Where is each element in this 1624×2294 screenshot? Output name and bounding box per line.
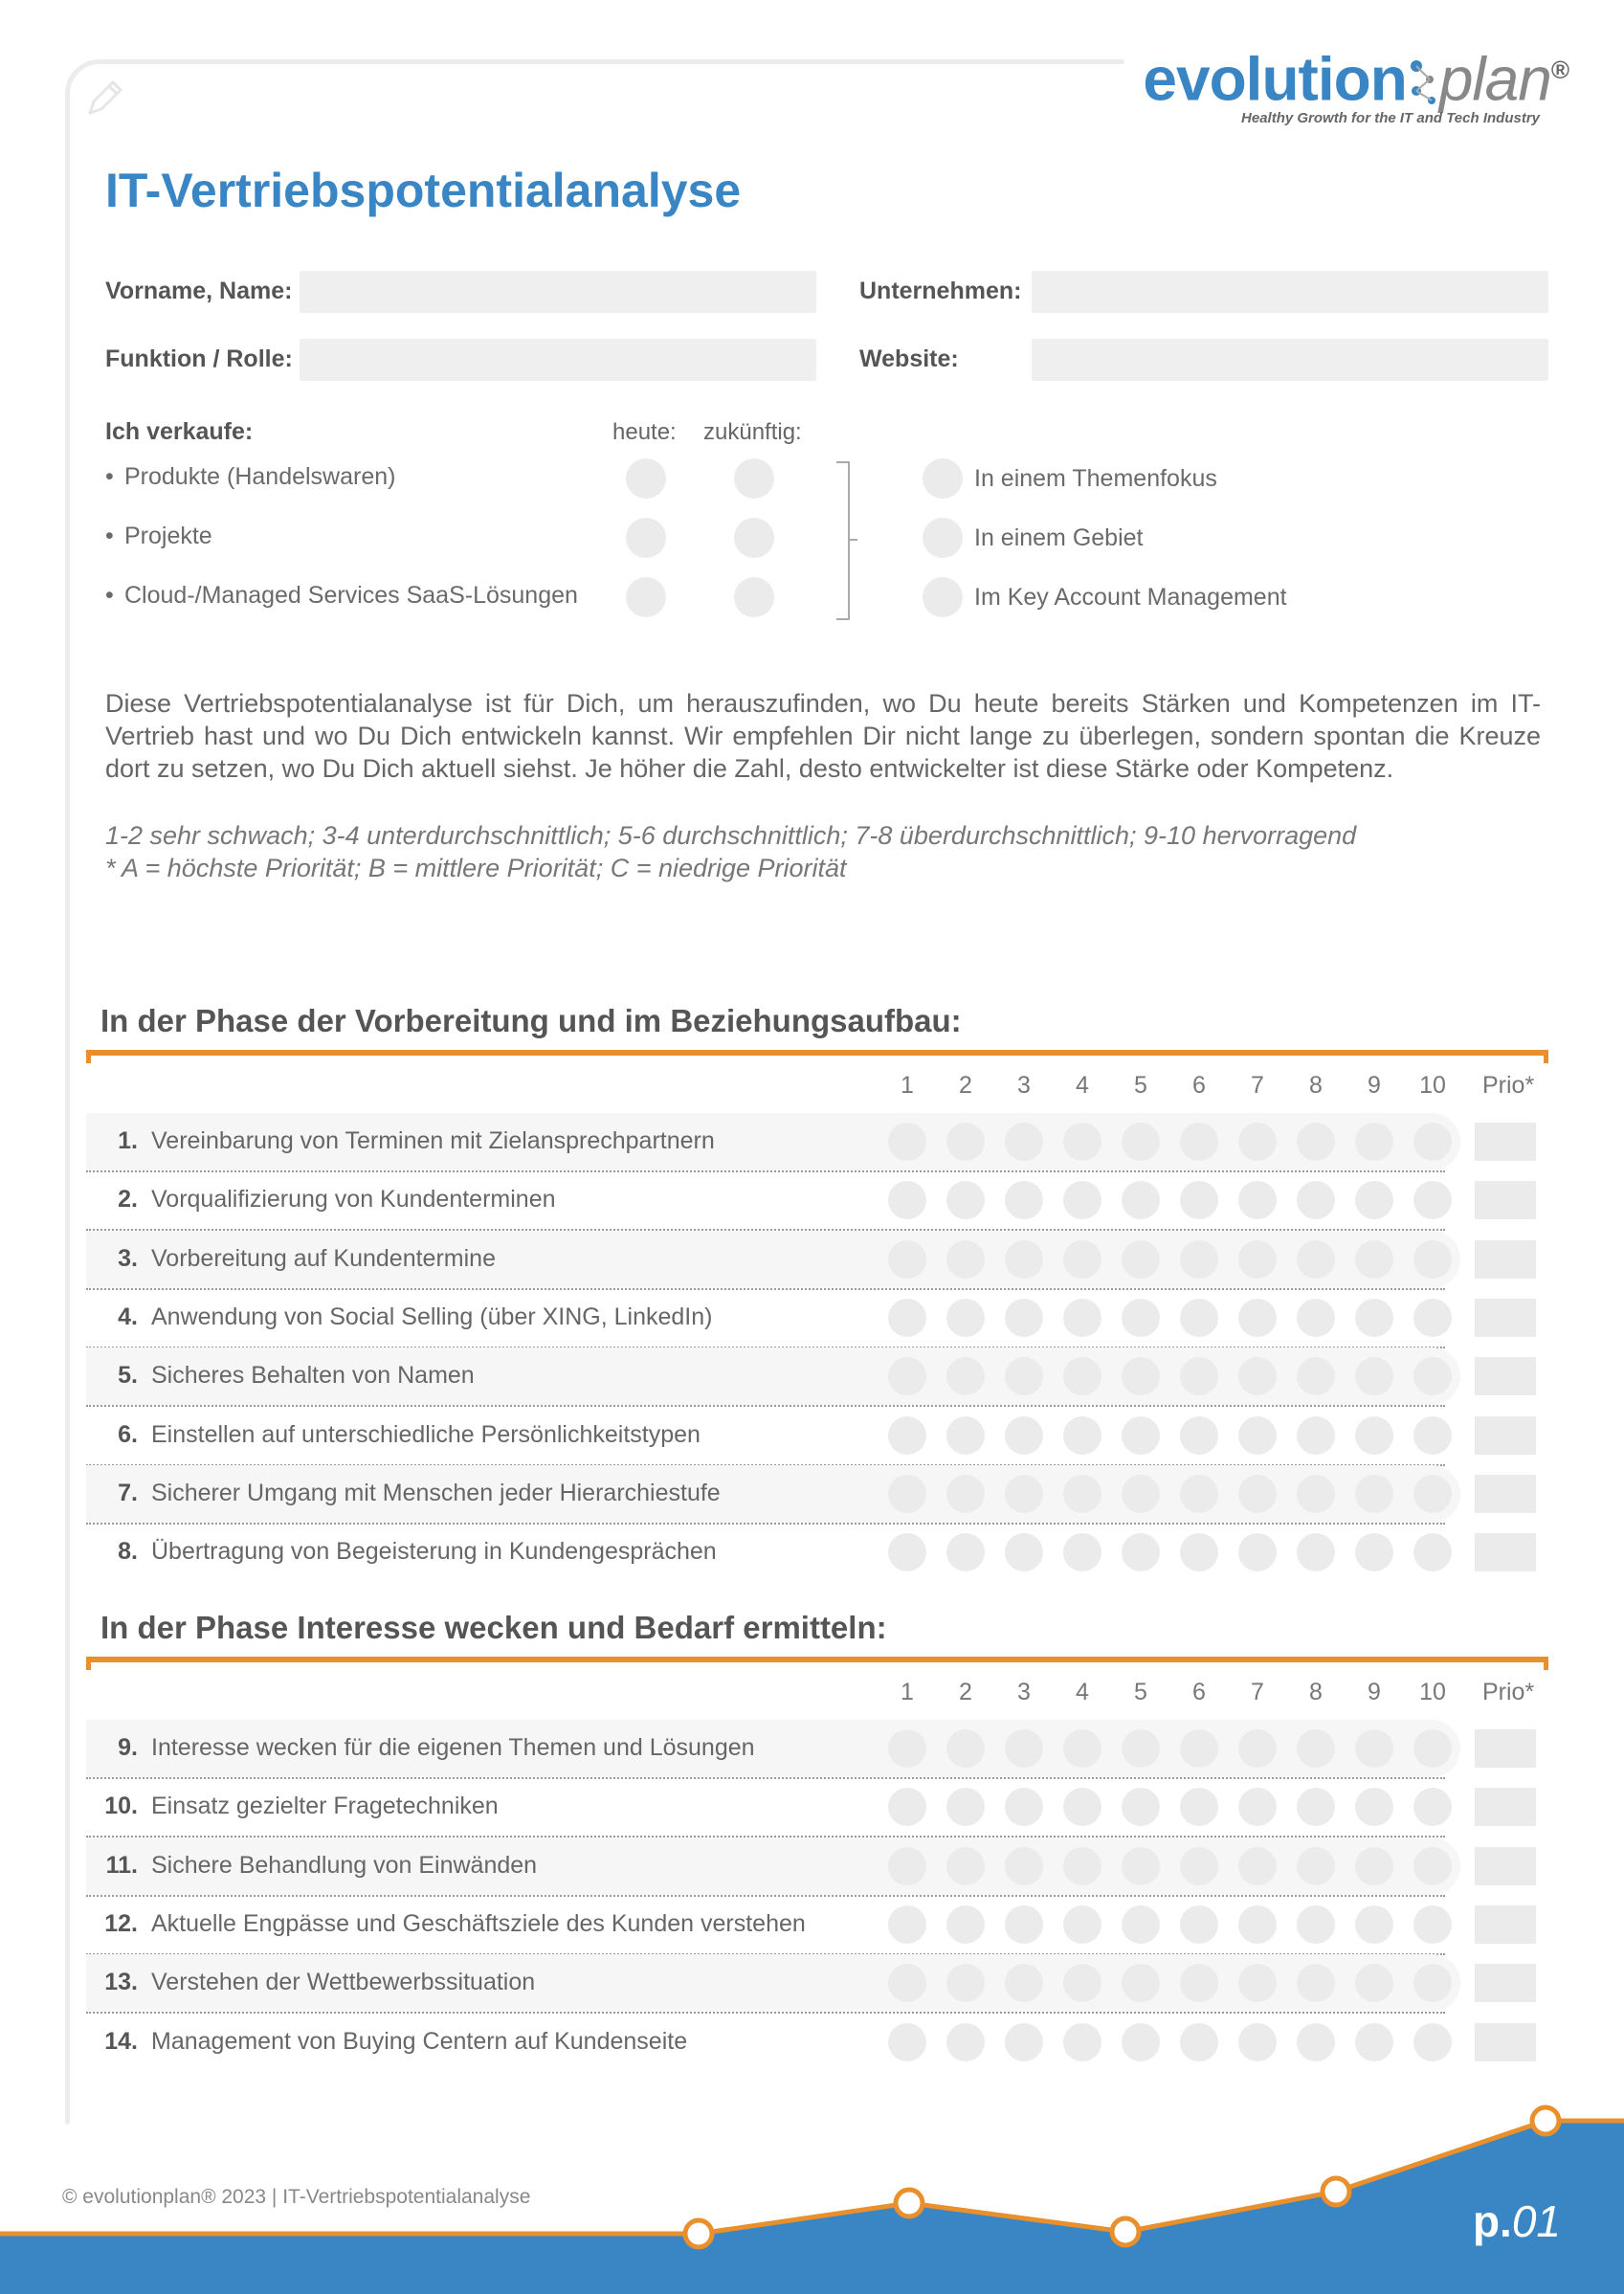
section-divider-tick (1544, 1050, 1548, 1063)
rating-radio-2[interactable] (946, 1240, 985, 1279)
rating-radio-10[interactable] (1413, 1788, 1452, 1826)
role-label: Funktion / Rolle: (105, 345, 293, 372)
table-row-label: Einstellen auf unterschiedliche Persönlichkeitstypen (151, 1420, 701, 1448)
rating-radio-6[interactable] (1180, 1729, 1218, 1768)
table-row-label: Verstehen der Wettbewerbssituation (151, 1969, 536, 1996)
rating-radio-5[interactable] (1122, 1905, 1160, 1944)
rating-radio-4[interactable] (1063, 1729, 1101, 1768)
table-row-number: 11. (105, 1851, 138, 1879)
rating-radio-6[interactable] (1180, 1905, 1218, 1944)
table-row-number: 4. (118, 1303, 138, 1330)
scale-header-4: 4 (1076, 1679, 1089, 1705)
scale-header-5: 5 (1134, 1072, 1147, 1099)
section-divider (86, 1657, 1548, 1662)
rating-radio-4[interactable] (1063, 1416, 1101, 1455)
rating-radio-4[interactable] (1063, 1847, 1101, 1885)
section-divider-tick (86, 1657, 91, 1670)
today-radio-cloud[interactable] (626, 577, 666, 617)
rating-radio-1[interactable] (888, 1847, 926, 1885)
rating-radio-2[interactable] (946, 1416, 985, 1455)
rating-radio-4[interactable] (1063, 1123, 1101, 1161)
table-row-label: Vorbereitung auf Kundentermine (151, 1244, 496, 1272)
rating-radio-2[interactable] (946, 1729, 985, 1768)
bullet-icon: • (105, 523, 114, 549)
rating-radio-5[interactable] (1122, 1847, 1160, 1885)
rating-radio-6[interactable] (1180, 1964, 1218, 2002)
rating-radio-10[interactable] (1413, 1905, 1452, 1944)
rating-radio-8[interactable] (1297, 1416, 1335, 1455)
scale-header-8: 8 (1309, 1679, 1323, 1705)
rating-radio-5[interactable] (1122, 1240, 1160, 1279)
scale-header-6: 6 (1192, 1679, 1206, 1705)
rating-radio-8[interactable] (1297, 1847, 1335, 1885)
table-row-label: Sicheres Behalten von Namen (151, 1362, 475, 1390)
scale-header-2: 2 (959, 1679, 972, 1705)
rating-radio-5[interactable] (1122, 1964, 1160, 2002)
table-row-label: Übertragung von Begeisterung in Kundengesprächen (151, 1538, 717, 1566)
rating-radio-9[interactable] (1355, 1240, 1393, 1279)
rating-radio-3[interactable] (1005, 2023, 1043, 2061)
row-separator (86, 1523, 1445, 1525)
website-label: Website: (859, 345, 959, 372)
rating-radio-8[interactable] (1297, 1729, 1335, 1768)
brand-logo (1143, 36, 1568, 126)
rating-radio-7[interactable] (1238, 1964, 1277, 2002)
option-radio-region[interactable] (923, 518, 963, 558)
future-radio-cloud[interactable] (734, 577, 774, 617)
rating-radio-3[interactable] (1005, 1181, 1043, 1219)
table-row-label: Management von Buying Centern auf Kundenseite (151, 2027, 688, 2055)
row-separator (86, 1405, 1445, 1407)
table-row-number: 1. (118, 1127, 138, 1154)
bullet-icon: • (105, 582, 114, 609)
rating-radio-2[interactable] (946, 1357, 985, 1395)
rating-radio-6[interactable] (1180, 1475, 1218, 1513)
prio-header: Prio* (1482, 1679, 1535, 1705)
rating-radio-2[interactable] (946, 1905, 985, 1944)
scale-legend: 1-2 sehr schwach; 3-4 unterdurchschnittlich; 5-6 durchschnittlich; 7-8 überdurchschnittlich; 9-10 hervorragend (105, 821, 1357, 850)
prio-input[interactable] (1475, 1181, 1536, 1219)
prio-header: Prio* (1482, 1072, 1535, 1099)
rating-radio-10[interactable] (1413, 1357, 1452, 1395)
bracket-divider (836, 461, 850, 620)
prio-input[interactable] (1475, 1416, 1536, 1455)
table-row-label: Vorqualifizierung von Kundenterminen (151, 1186, 556, 1214)
rating-radio-2[interactable] (946, 1123, 985, 1161)
table-row-number: 6. (118, 1420, 138, 1448)
prio-input[interactable] (1475, 1240, 1536, 1279)
section-title: In der Phase Interesse wecken und Bedarf ermitteln: (100, 1610, 887, 1645)
table-row-label: Sicherer Umgang mit Menschen jeder Hierarchiestufe (151, 1479, 721, 1506)
rating-radio-6[interactable] (1180, 1299, 1218, 1337)
rating-radio-3[interactable] (1005, 1240, 1043, 1279)
rating-radio-7[interactable] (1238, 1123, 1277, 1161)
pencil-icon (84, 77, 126, 119)
rating-radio-9[interactable] (1355, 1729, 1393, 1768)
logo-brand-main: evolution (1143, 44, 1407, 114)
prio-input[interactable] (1475, 1299, 1536, 1337)
rating-radio-7[interactable] (1238, 1181, 1277, 1219)
option-label-key-account: Im Key Account Management (974, 584, 1287, 611)
logo-brand-plan: plan (1438, 44, 1551, 114)
rating-radio-10[interactable] (1413, 1240, 1452, 1279)
section-divider-tick (1544, 1657, 1548, 1670)
footer-copyright: © evolutionplan® 2023 | IT-Vertriebspotentialanalyse (62, 2186, 531, 2208)
logo-tagline: Healthy Growth for the IT and Tech Industry (1241, 110, 1540, 127)
rating-radio-2[interactable] (946, 1181, 985, 1219)
today-radio-products[interactable] (626, 458, 666, 499)
rating-radio-9[interactable] (1355, 1964, 1393, 2002)
today-column-label: heute: (612, 419, 677, 445)
role-field[interactable] (300, 339, 816, 381)
rating-radio-9[interactable] (1355, 1181, 1393, 1219)
rating-radio-8[interactable] (1297, 1533, 1335, 1571)
rating-radio-6[interactable] (1180, 1533, 1218, 1571)
rating-radio-10[interactable] (1413, 1475, 1452, 1513)
company-label: Unternehmen: (859, 278, 1022, 304)
rating-radio-4[interactable] (1063, 1240, 1101, 1279)
section-title: In der Phase der Vorbereitung und im Beziehungsaufbau: (100, 1003, 962, 1038)
prio-input[interactable] (1475, 1905, 1536, 1944)
future-radio-projects[interactable] (734, 518, 774, 558)
rating-radio-5[interactable] (1122, 1533, 1160, 1571)
table-row-label: Aktuelle Engpässe und Geschäftsziele des Kunden verstehen (151, 1909, 806, 1937)
scale-header-8: 8 (1309, 1072, 1323, 1099)
rating-radio-3[interactable] (1005, 1729, 1043, 1768)
rating-radio-6[interactable] (1180, 1357, 1218, 1395)
table-row-number: 13. (104, 1969, 138, 1996)
row-separator (86, 1288, 1445, 1290)
scale-header-10: 10 (1419, 1679, 1446, 1705)
rating-radio-8[interactable] (1297, 1905, 1335, 1944)
rating-radio-9[interactable] (1355, 1847, 1393, 1885)
rating-radio-1[interactable] (888, 1475, 926, 1513)
rating-radio-9[interactable] (1355, 1788, 1393, 1826)
rating-radio-4[interactable] (1063, 1905, 1101, 1944)
scale-header-3: 3 (1017, 1072, 1031, 1099)
rating-radio-9[interactable] (1355, 2023, 1393, 2061)
name-field[interactable] (300, 271, 816, 313)
bullet-icon: • (105, 463, 114, 490)
rating-radio-5[interactable] (1122, 1123, 1160, 1161)
row-separator (86, 1170, 1445, 1172)
bracket-tick (850, 539, 857, 541)
table-row-number: 3. (118, 1244, 138, 1272)
table-row-number: 9. (118, 1734, 138, 1761)
rating-radio-3[interactable] (1005, 1847, 1043, 1885)
rating-radio-4[interactable] (1063, 1181, 1101, 1219)
scale-header-3: 3 (1017, 1679, 1031, 1705)
rating-radio-5[interactable] (1122, 1181, 1160, 1219)
option-radio-key-account[interactable] (923, 577, 963, 617)
rating-radio-8[interactable] (1297, 1964, 1335, 2002)
rating-radio-10[interactable] (1413, 1729, 1452, 1768)
sell-item-label: Produkte (Handelswaren) (124, 463, 396, 490)
table-row-number: 12. (104, 1909, 138, 1937)
page-digits: 01 (1511, 2196, 1561, 2246)
rating-radio-3[interactable] (1005, 1533, 1043, 1571)
frame-left-line (65, 96, 70, 2125)
rating-radio-10[interactable] (1413, 1533, 1452, 1571)
rating-radio-6[interactable] (1180, 1847, 1218, 1885)
row-separator (86, 1895, 1445, 1897)
company-field[interactable] (1032, 271, 1548, 313)
prio-input[interactable] (1475, 1123, 1536, 1161)
rating-radio-2[interactable] (946, 1788, 985, 1826)
rating-radio-4[interactable] (1063, 2023, 1101, 2061)
rating-radio-4[interactable] (1063, 1964, 1101, 2002)
scale-header-1: 1 (901, 1679, 914, 1705)
option-label-region: In einem Gebiet (974, 524, 1144, 551)
rating-radio-3[interactable] (1005, 1416, 1043, 1455)
website-field[interactable] (1032, 339, 1548, 381)
rating-radio-2[interactable] (946, 1964, 985, 2002)
rating-radio-1[interactable] (888, 1181, 926, 1219)
scale-header-10: 10 (1419, 1072, 1446, 1099)
rating-radio-8[interactable] (1297, 1299, 1335, 1337)
rating-radio-1[interactable] (888, 1788, 926, 1826)
sells-label: Ich verkaufe: (105, 418, 254, 445)
table-row-number: 5. (118, 1362, 138, 1390)
sell-item-projects (105, 523, 212, 550)
table-row-number: 7. (118, 1479, 138, 1506)
rating-radio-10[interactable] (1413, 1123, 1452, 1161)
rating-radio-6[interactable] (1180, 1240, 1218, 1279)
rating-radio-8[interactable] (1297, 1357, 1335, 1395)
rating-radio-10[interactable] (1413, 2023, 1452, 2061)
rating-radio-5[interactable] (1122, 1475, 1160, 1513)
future-radio-products[interactable] (734, 458, 774, 499)
page-title: IT-Vertriebspotentialanalyse (105, 164, 742, 217)
rating-radio-1[interactable] (888, 1240, 926, 1279)
rating-radio-2[interactable] (946, 1533, 985, 1571)
rating-radio-1[interactable] (888, 1533, 926, 1571)
rating-radio-1[interactable] (888, 1357, 926, 1395)
prio-input[interactable] (1475, 1964, 1536, 2002)
sell-item-products (105, 463, 395, 491)
rating-radio-5[interactable] (1122, 1788, 1160, 1826)
priority-legend: * A = höchste Priorität; B = mittlere Priorität; C = niedrige Priorität (105, 854, 847, 882)
rating-radio-5[interactable] (1122, 1299, 1160, 1337)
intro-paragraph: Diese Vertriebspotentialanalyse ist für Dich, um herauszufinden, wo Du heute bereits Stärken und Kompetenzen im IT-Vertrieb hast und wo Du Dich entwickeln kannst. Wir empfehlen Dir nicht lange zu überlegen, sondern spontan die Kreuze dort zu setzen, wo Du Dich aktuell siehst. Je höher die Zahl, desto entwickelter ist diese Stärke oder Kompetenz. (105, 689, 1541, 783)
table-row-number: 2. (118, 1186, 138, 1214)
rating-radio-7[interactable] (1238, 1416, 1277, 1455)
rating-radio-7[interactable] (1238, 1729, 1277, 1768)
scale-header-7: 7 (1251, 1679, 1264, 1705)
rating-radio-3[interactable] (1005, 1788, 1043, 1826)
prio-input[interactable] (1475, 1533, 1536, 1571)
scale-header-4: 4 (1076, 1072, 1089, 1099)
rating-radio-7[interactable] (1238, 1357, 1277, 1395)
rating-radio-9[interactable] (1355, 1416, 1393, 1455)
rating-radio-5[interactable] (1122, 1729, 1160, 1768)
rating-radio-4[interactable] (1063, 1475, 1101, 1513)
page-number (1473, 2195, 1561, 2247)
frame-top-line (96, 59, 1124, 64)
rating-radio-8[interactable] (1297, 1181, 1335, 1219)
name-label: Vorname, Name: (105, 278, 293, 304)
sell-item-label: Cloud-/Managed Services SaaS-Lösungen (124, 582, 578, 609)
rating-radio-6[interactable] (1180, 1123, 1218, 1161)
rating-radio-3[interactable] (1005, 1299, 1043, 1337)
rating-radio-4[interactable] (1063, 1533, 1101, 1571)
page-prefix: p. (1472, 2196, 1512, 2246)
table-row-label: Einsatz gezielter Fragetechniken (151, 1793, 499, 1820)
rating-radio-6[interactable] (1180, 2023, 1218, 2061)
rating-radio-2[interactable] (946, 2023, 985, 2061)
prio-input[interactable] (1475, 1357, 1536, 1395)
rating-radio-10[interactable] (1413, 1416, 1452, 1455)
rating-radio-1[interactable] (888, 1729, 926, 1768)
rating-radio-5[interactable] (1122, 1357, 1160, 1395)
table-row-number: 14. (104, 2027, 138, 2055)
rating-radio-7[interactable] (1238, 1240, 1277, 1279)
rating-radio-6[interactable] (1180, 1181, 1218, 1219)
rating-radio-9[interactable] (1355, 1905, 1393, 1944)
section-divider-tick (86, 1050, 91, 1063)
rating-radio-1[interactable] (888, 1123, 926, 1161)
logo-registered-mark: ® (1550, 56, 1568, 84)
scale-header-5: 5 (1134, 1679, 1147, 1705)
prio-input[interactable] (1475, 1847, 1536, 1885)
prio-input[interactable] (1475, 1729, 1536, 1768)
scale-header-9: 9 (1368, 1679, 1381, 1705)
scale-header-7: 7 (1251, 1072, 1264, 1099)
rating-radio-8[interactable] (1297, 1475, 1335, 1513)
rating-radio-5[interactable] (1122, 1416, 1160, 1455)
rating-radio-8[interactable] (1297, 1123, 1335, 1161)
rating-radio-7[interactable] (1238, 1299, 1277, 1337)
prio-input[interactable] (1475, 1475, 1536, 1513)
rating-radio-9[interactable] (1355, 1123, 1393, 1161)
rating-radio-6[interactable] (1180, 1416, 1218, 1455)
rating-radio-3[interactable] (1005, 1905, 1043, 1944)
prio-input[interactable] (1475, 1788, 1536, 1826)
rating-radio-9[interactable] (1355, 1475, 1393, 1513)
today-radio-projects[interactable] (626, 518, 666, 558)
row-separator (86, 2012, 1445, 2014)
table-row-label: Sichere Behandlung von Einwänden (151, 1851, 538, 1879)
table-row-label: Vereinbarung von Terminen mit Zielansprechpartnern (151, 1127, 715, 1154)
rating-radio-1[interactable] (888, 2023, 926, 2061)
rating-radio-9[interactable] (1355, 1357, 1393, 1395)
rating-radio-3[interactable] (1005, 1123, 1043, 1161)
rating-radio-1[interactable] (888, 1964, 926, 2002)
rating-radio-1[interactable] (888, 1299, 926, 1337)
table-row-number: 8. (118, 1538, 138, 1566)
rating-radio-10[interactable] (1413, 1181, 1452, 1219)
rating-radio-4[interactable] (1063, 1357, 1101, 1395)
rating-radio-8[interactable] (1297, 2023, 1335, 2061)
rating-radio-7[interactable] (1238, 1533, 1277, 1571)
rating-radio-3[interactable] (1005, 1357, 1043, 1395)
rating-radio-3[interactable] (1005, 1964, 1043, 2002)
rating-radio-9[interactable] (1355, 1299, 1393, 1337)
rating-radio-6[interactable] (1180, 1788, 1218, 1826)
logo-dots-icon (1407, 56, 1439, 110)
scale-header-6: 6 (1192, 1072, 1206, 1099)
rating-radio-4[interactable] (1063, 1299, 1101, 1337)
table-row-number: 10. (104, 1793, 138, 1820)
scale-header-9: 9 (1368, 1072, 1381, 1099)
rating-radio-3[interactable] (1005, 1475, 1043, 1513)
section-divider (86, 1050, 1548, 1056)
rating-radio-2[interactable] (946, 1299, 985, 1337)
rating-radio-7[interactable] (1238, 1788, 1277, 1826)
option-radio-topic-focus[interactable] (923, 458, 963, 499)
rating-radio-1[interactable] (888, 1905, 926, 1944)
table-row-label: Anwendung von Social Selling (über XING, LinkedIn) (151, 1303, 713, 1330)
table-row-label: Interesse wecken für die eigenen Themen und Lösungen (151, 1734, 755, 1761)
rating-radio-7[interactable] (1238, 1847, 1277, 1885)
rating-radio-9[interactable] (1355, 1533, 1393, 1571)
future-column-label: zukünftig: (703, 419, 802, 445)
rating-radio-7[interactable] (1238, 1475, 1277, 1513)
rating-radio-10[interactable] (1413, 1964, 1452, 2002)
prio-input[interactable] (1475, 2023, 1536, 2061)
row-separator (86, 1777, 1445, 1779)
sell-item-label: Projekte (124, 523, 212, 549)
rating-radio-5[interactable] (1122, 2023, 1160, 2061)
rating-radio-10[interactable] (1413, 1299, 1452, 1337)
rating-radio-8[interactable] (1297, 1240, 1335, 1279)
scale-header-2: 2 (959, 1072, 972, 1099)
option-label-topic-focus: In einem Themenfokus (974, 465, 1217, 492)
rating-radio-2[interactable] (946, 1847, 985, 1885)
rating-radio-8[interactable] (1297, 1788, 1335, 1826)
rating-radio-4[interactable] (1063, 1788, 1101, 1826)
rating-radio-7[interactable] (1238, 2023, 1277, 2061)
scale-header-1: 1 (901, 1072, 914, 1099)
rating-radio-10[interactable] (1413, 1847, 1452, 1885)
rating-radio-1[interactable] (888, 1416, 926, 1455)
sell-item-cloud (105, 582, 578, 610)
rating-radio-2[interactable] (946, 1475, 985, 1513)
rating-radio-7[interactable] (1238, 1905, 1277, 1944)
